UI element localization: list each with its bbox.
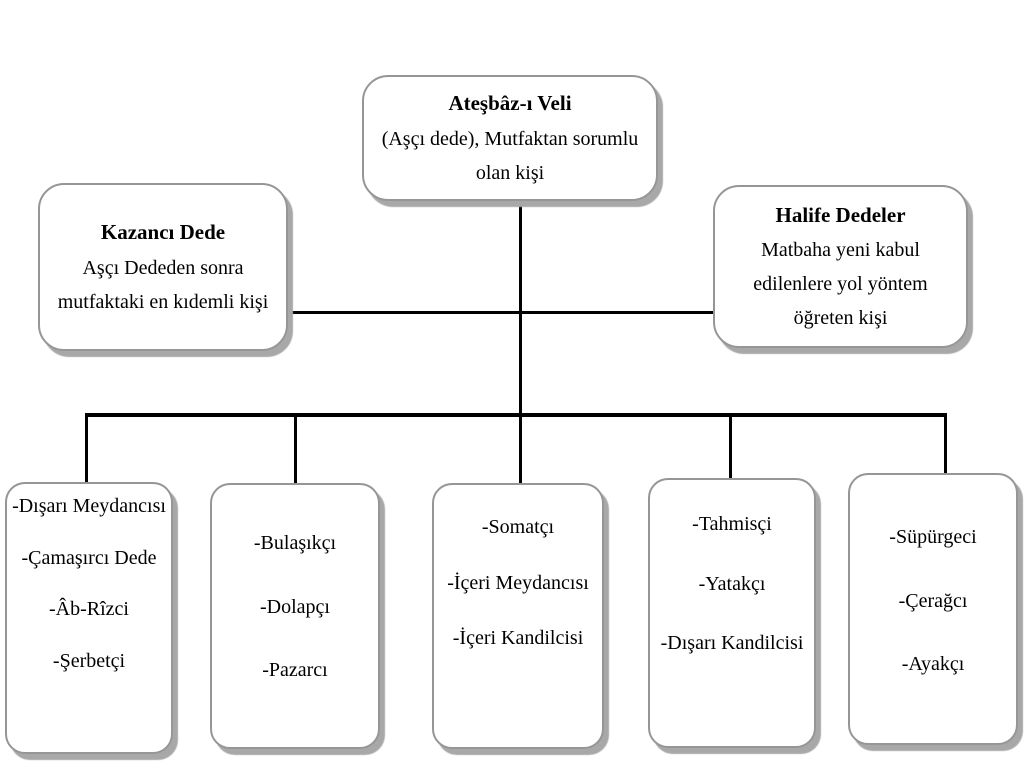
left-branch-node [38, 183, 288, 351]
connector-root-stem [519, 201, 522, 414]
role-item: -Bulaşıkçı [253, 532, 337, 554]
child-node-1 [5, 482, 173, 754]
left-branch-description: Aşçı Dededen sonra mutfaktaki en kıdemli kişi [57, 256, 269, 313]
role-item: -Dışarı Meydancısı [12, 495, 166, 517]
role-item: -Çamaşırcı Dede [21, 546, 157, 569]
role-item: -Şerbetçi [52, 649, 126, 672]
role-item: -Dışarı Kandilcisi [660, 632, 804, 655]
role-item: -Ayakçı [901, 653, 965, 676]
role-item: -Pazarcı [262, 659, 328, 682]
role-item: -İçeri Meydancısı [447, 571, 589, 594]
connector-cross-line [288, 311, 713, 314]
connector-drop-5 [944, 413, 947, 474]
role-item: -Süpürgeci [889, 526, 977, 548]
left-branch-title: Kazancı Dede [100, 220, 226, 245]
child-node-5 [848, 473, 1018, 745]
right-branch-description: Matbaha yeni kabul edilenlere yol yöntem öğreten kişi [753, 239, 928, 330]
right-branch-title: Halife Dedeler [775, 202, 906, 227]
connector-drop-2 [294, 413, 297, 484]
role-item: -Yatakçı [698, 572, 766, 595]
connector-drop-4 [729, 413, 732, 479]
role-item: -Dolapçı [260, 595, 330, 618]
connector-branch-line [85, 413, 947, 417]
root-node-title: Ateşbâz-ı Veli [448, 91, 572, 116]
child-node-3 [432, 483, 604, 749]
root-node [362, 75, 658, 201]
role-item: -İçeri Kandilcisi [452, 627, 584, 650]
role-item: -Tahmisçi [692, 513, 772, 535]
connector-drop-3 [519, 413, 522, 484]
role-item: -Çerağcı [898, 589, 968, 612]
root-node-description: (Aşçı dede), Mutfaktan sorumlu olan kişi [381, 127, 639, 184]
role-item: -Somatçı [481, 516, 555, 538]
child-node-4 [648, 478, 816, 748]
connector-drop-1 [85, 413, 88, 483]
right-branch-node [713, 185, 968, 348]
child-node-2 [210, 483, 380, 749]
role-item: -Âb-Rîzci [49, 598, 129, 621]
